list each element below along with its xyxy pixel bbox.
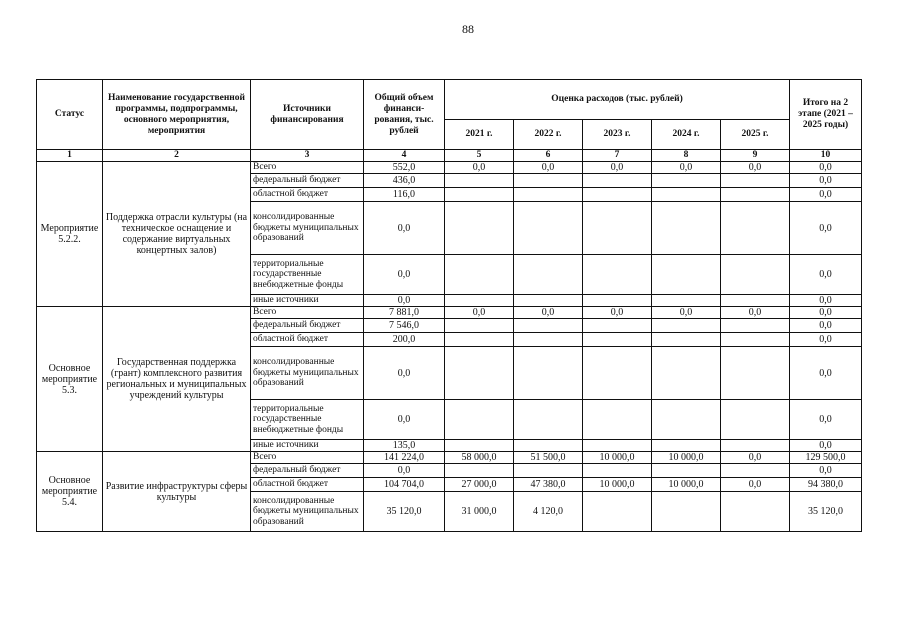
stage-total-cell: 0,0 (790, 400, 862, 440)
budget-table (36, 79, 862, 532)
funding-source-cell: консолидированные бюджеты муниципальных образований (251, 202, 364, 255)
table-body (37, 162, 862, 532)
year-value-cell: 0,0 (721, 452, 790, 464)
year-value-cell (721, 174, 790, 188)
stage-total-cell: 0,0 (790, 255, 862, 295)
stage-total-cell: 0,0 (790, 202, 862, 255)
stage-total-cell: 0,0 (790, 174, 862, 188)
header-status: Статус (37, 80, 103, 150)
funding-source-cell: федеральный бюджет (251, 174, 364, 188)
year-value-cell (721, 333, 790, 347)
stage-total-cell: 0,0 (790, 162, 862, 174)
column-number: 8 (652, 150, 721, 162)
year-value-cell: 0,0 (721, 478, 790, 492)
column-number: 3 (251, 150, 364, 162)
funding-source-cell: областной бюджет (251, 333, 364, 347)
header-name: Наименование государственной программы, подпрограммы, основного мероприятия, мероприятия (103, 80, 251, 150)
total-funding-cell: 436,0 (364, 174, 445, 188)
column-number: 2 (103, 150, 251, 162)
year-value-cell (652, 333, 721, 347)
funding-source-cell: областной бюджет (251, 188, 364, 202)
total-funding-cell: 116,0 (364, 188, 445, 202)
year-value-cell (514, 347, 583, 400)
measure-name-cell: Государственная поддержка (грант) комплексного развития региональных и муниципальных учреждений культуры (103, 307, 251, 452)
column-number: 1 (37, 150, 103, 162)
column-number: 10 (790, 150, 862, 162)
stage-total-cell: 0,0 (790, 307, 862, 319)
year-value-cell (445, 202, 514, 255)
header-total: Общий объем финанси-рования, тыс. рублей (364, 80, 445, 150)
total-funding-cell: 7 881,0 (364, 307, 445, 319)
column-number: 5 (445, 150, 514, 162)
year-value-cell (652, 295, 721, 307)
year-value-cell (721, 347, 790, 400)
year-value-cell (583, 255, 652, 295)
funding-source-cell: консолидированные бюджеты муниципальных образований (251, 347, 364, 400)
year-value-cell (445, 188, 514, 202)
year-value-cell: 4 120,0 (514, 492, 583, 532)
funding-source-cell: иные источники (251, 295, 364, 307)
year-value-cell: 10 000,0 (652, 452, 721, 464)
year-value-cell: 27 000,0 (445, 478, 514, 492)
stage-total-cell: 0,0 (790, 464, 862, 478)
total-funding-cell: 552,0 (364, 162, 445, 174)
stage-total-cell: 0,0 (790, 347, 862, 400)
column-number: 6 (514, 150, 583, 162)
year-value-cell (652, 492, 721, 532)
total-funding-cell: 135,0 (364, 440, 445, 452)
funding-source-cell: федеральный бюджет (251, 319, 364, 333)
stage-total-cell: 0,0 (790, 295, 862, 307)
total-funding-cell: 0,0 (364, 202, 445, 255)
stage-total-cell: 129 500,0 (790, 452, 862, 464)
year-value-cell (514, 188, 583, 202)
stage-total-cell: 94 380,0 (790, 478, 862, 492)
year-value-cell: 0,0 (721, 307, 790, 319)
header-estimate: Оценка расходов (тыс. рублей) (445, 80, 790, 120)
year-value-cell (583, 440, 652, 452)
year-value-cell: 0,0 (721, 162, 790, 174)
status-cell: Основное мероприятие 5.3. (37, 307, 103, 452)
year-value-cell (721, 188, 790, 202)
year-value-cell (583, 464, 652, 478)
column-number: 4 (364, 150, 445, 162)
year-value-cell (652, 202, 721, 255)
year-value-cell (721, 492, 790, 532)
column-number: 7 (583, 150, 652, 162)
year-value-cell (652, 464, 721, 478)
total-funding-cell: 35 120,0 (364, 492, 445, 532)
stage-total-cell: 0,0 (790, 319, 862, 333)
year-value-cell (445, 174, 514, 188)
year-value-cell (514, 440, 583, 452)
status-cell: Мероприятие 5.2.2. (37, 162, 103, 307)
year-value-cell: 10 000,0 (583, 478, 652, 492)
status-cell: Основное мероприятие 5.4. (37, 452, 103, 532)
year-value-cell: 0,0 (583, 307, 652, 319)
year-value-cell: 0,0 (445, 307, 514, 319)
funding-source-cell: Всего (251, 307, 364, 319)
total-funding-cell: 0,0 (364, 400, 445, 440)
header-year: 2022 г. (514, 120, 583, 150)
table-header (37, 80, 862, 162)
year-value-cell (514, 333, 583, 347)
year-value-cell: 10 000,0 (583, 452, 652, 464)
funding-source-cell: консолидированные бюджеты муниципальных образований (251, 492, 364, 532)
stage-total-cell: 0,0 (790, 333, 862, 347)
year-value-cell (652, 174, 721, 188)
year-value-cell (514, 400, 583, 440)
year-value-cell (514, 464, 583, 478)
year-value-cell: 51 500,0 (514, 452, 583, 464)
year-value-cell (445, 255, 514, 295)
column-number-row (37, 150, 862, 162)
year-value-cell (445, 440, 514, 452)
year-value-cell (721, 295, 790, 307)
funding-source-cell: Всего (251, 452, 364, 464)
year-value-cell (583, 347, 652, 400)
total-funding-cell: 200,0 (364, 333, 445, 347)
year-value-cell: 0,0 (514, 307, 583, 319)
header-year: 2021 г. (445, 120, 514, 150)
year-value-cell (721, 202, 790, 255)
year-value-cell (652, 319, 721, 333)
total-funding-cell: 0,0 (364, 347, 445, 400)
table-row (37, 307, 862, 319)
year-value-cell: 0,0 (445, 162, 514, 174)
funding-source-cell: территориальные государственные внебюджетные фонды (251, 255, 364, 295)
year-value-cell (721, 400, 790, 440)
year-value-cell: 58 000,0 (445, 452, 514, 464)
total-funding-cell: 141 224,0 (364, 452, 445, 464)
year-value-cell (445, 347, 514, 400)
funding-source-cell: территориальные государственные внебюджетные фонды (251, 400, 364, 440)
year-value-cell (445, 319, 514, 333)
year-value-cell (652, 347, 721, 400)
measure-name-cell: Поддержка отрасли культуры (на техническое оснащение и содержание виртуальных концертных залов) (103, 162, 251, 307)
year-value-cell (652, 400, 721, 440)
year-value-cell (445, 333, 514, 347)
year-value-cell (514, 295, 583, 307)
total-funding-cell: 7 546,0 (364, 319, 445, 333)
year-value-cell (583, 492, 652, 532)
funding-source-cell: областной бюджет (251, 478, 364, 492)
total-funding-cell: 104 704,0 (364, 478, 445, 492)
year-value-cell (652, 255, 721, 295)
year-value-cell (721, 255, 790, 295)
year-value-cell (721, 319, 790, 333)
year-value-cell (514, 174, 583, 188)
table-row (37, 452, 862, 464)
year-value-cell (445, 400, 514, 440)
year-value-cell (514, 202, 583, 255)
total-funding-cell: 0,0 (364, 255, 445, 295)
table-row (37, 162, 862, 174)
funding-source-cell: Всего (251, 162, 364, 174)
year-value-cell (514, 319, 583, 333)
header-sources: Источники финансирования (251, 80, 364, 150)
column-number: 9 (721, 150, 790, 162)
page-number: 88 (462, 22, 474, 36)
year-value-cell (583, 174, 652, 188)
header-year: 2023 г. (583, 120, 652, 150)
year-value-cell (721, 464, 790, 478)
year-value-cell (652, 188, 721, 202)
year-value-cell (721, 440, 790, 452)
year-value-cell: 10 000,0 (652, 478, 721, 492)
header-year: 2025 г. (721, 120, 790, 150)
year-value-cell (445, 464, 514, 478)
year-value-cell: 31 000,0 (445, 492, 514, 532)
header-year: 2024 г. (652, 120, 721, 150)
year-value-cell (652, 440, 721, 452)
year-value-cell: 0,0 (652, 162, 721, 174)
year-value-cell (583, 202, 652, 255)
measure-name-cell: Развитие инфраструктуры сферы культуры (103, 452, 251, 532)
year-value-cell (583, 295, 652, 307)
header-stage-total: Итого на 2 этапе (2021 – 2025 годы) (790, 80, 862, 150)
year-value-cell: 0,0 (583, 162, 652, 174)
year-value-cell: 0,0 (652, 307, 721, 319)
year-value-cell (583, 400, 652, 440)
total-funding-cell: 0,0 (364, 464, 445, 478)
total-funding-cell: 0,0 (364, 295, 445, 307)
stage-total-cell: 0,0 (790, 440, 862, 452)
year-value-cell (583, 319, 652, 333)
year-value-cell: 47 380,0 (514, 478, 583, 492)
funding-source-cell: иные источники (251, 440, 364, 452)
year-value-cell (445, 295, 514, 307)
year-value-cell: 0,0 (514, 162, 583, 174)
funding-source-cell: федеральный бюджет (251, 464, 364, 478)
stage-total-cell: 0,0 (790, 188, 862, 202)
year-value-cell (583, 188, 652, 202)
year-value-cell (514, 255, 583, 295)
year-value-cell (583, 333, 652, 347)
stage-total-cell: 35 120,0 (790, 492, 862, 532)
